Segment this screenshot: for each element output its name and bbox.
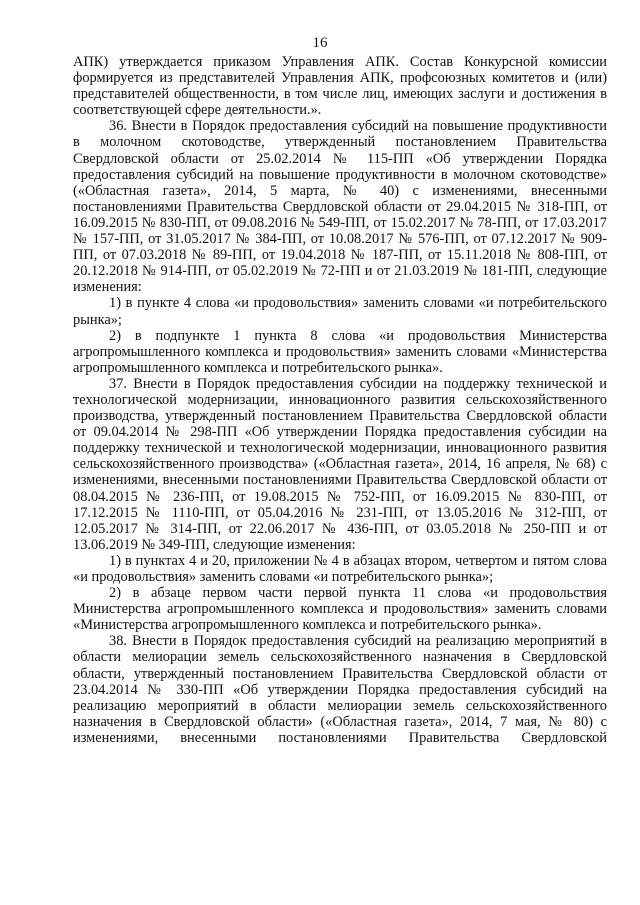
paragraph-item-36-sub-1: 1) в пункте 4 слова «и продовольствия» заменить словами «и потребительского рынка»; — [73, 295, 607, 328]
paragraph-item-37: 37. Внести в Порядок предоставления субсидии на поддержку технической и технологической модернизации, инновационного развития сельскохозяйственного производства, утвержденный постановлением Правительства Свердловской области от 09.04.2014 № 298-ПП «Об утверждении Порядка предоставления субсидии на поддержку технической и технологической модернизации, инновационного развития сельскохозяйственного производства» («Областная газета», 2014, 16 апреля, № 68) с изменениями, внесенными постановлениями Правительства Свердловской области от 08.04.2015 № 236-ПП, от 19.08.2015 № 752-ПП, от 16.09.2015 № 830-ПП, от 17.12.2015 № 1110-ПП, от 05.04.2016 № 231-ПП, от 13.05.2016 № 312-ПП, от 12.05.2017 № 314-ПП, от 22.06.2017 № 436-ПП, от 03.05.2018 № 250-ПП и от 13.06.2019 № 349-ПП, следующие изменения: — [73, 375, 607, 553]
paragraph-item-38: 38. Внести в Порядок предоставления субсидий на реализацию мероприятий в области мелиорации земель сельскохозяйственного назначения в Свердловской области, утвержденный постановлением Правительства Свердловской области от 23.04.2014 № 330-ПП «Об утверждении Порядка предоставления субсидий на реализацию мероприятий в области мелиорации земель сельскохозяйственного назначения в Свердловской области» («Областная газета», 2014, 7 мая, № 80) с изменениями, внесенными постановлениями Правительства Свердловской — [73, 633, 607, 746]
paragraph-item-37-sub-2: 2) в абзаце первом части первой пункта 11 слова «и продовольствия Министерства агропромышленного комплекса и продовольствия» заменить словами «Министерства агропромышленного комплекса и потребительского рынка». — [73, 585, 607, 634]
document-body — [73, 54, 607, 746]
paragraph-item-37-sub-1: 1) в пунктах 4 и 20, приложении № 4 в абзацах втором, четвертом и пятом слова «и продовольствия» заменить словами «и потребительского рынка»; — [73, 552, 607, 585]
page-number: 16 — [312, 35, 328, 51]
paragraph-item-36-sub-2: 2) в подпункте 1 пункта 8 слова «и продовольствия Министерства агропромышленного комплекса и продовольствия» заменить словами «Министерства агропромышленного комплекса и потребительского рынка». — [73, 327, 607, 376]
paragraph-continuation: АПК) утверждается приказом Управления АПК. Состав Конкурсной комиссии формируется из представителей Управления АПК, профсоюзных комитетов и (или) представителей общественности, в том числе лиц, имеющих заслуги и достижения в соответствующей сфере деятельности.». — [73, 54, 607, 119]
paragraph-item-36: 36. Внести в Порядок предоставления субсидий на повышение продуктивности в молочном скотоводстве, утвержденный постановлением Правительства Свердловской области от 25.02.2014 № 115-ПП «Об утверждении Порядка предоставления субсидий на повышение продуктивности в молочном скотоводстве» («Областная газета», 2014, 5 марта, № 40) с изменениями, внесенными постановлениями Правительства Свердловской области от 29.04.2015 № 318-ПП, от 16.09.2015 № 830-ПП, от 09.08.2016 № 549-ПП, от 15.02.2017 № 78-ПП, от 17.03.2017 № 157-ПП, от 31.05.2017 № 384-ПП, от 10.08.2017 № 576-ПП, от 07.12.2017 № 909-ПП, от 07.03.2018 № 89-ПП, от 19.04.2018 № 187-ПП, от 15.11.2018 № 808-ПП, от 20.12.2018 № 914-ПП, от 05.02.2019 № 72-ПП и от 21.03.2019 № 181-ПП, следующие изменения: — [73, 118, 607, 296]
